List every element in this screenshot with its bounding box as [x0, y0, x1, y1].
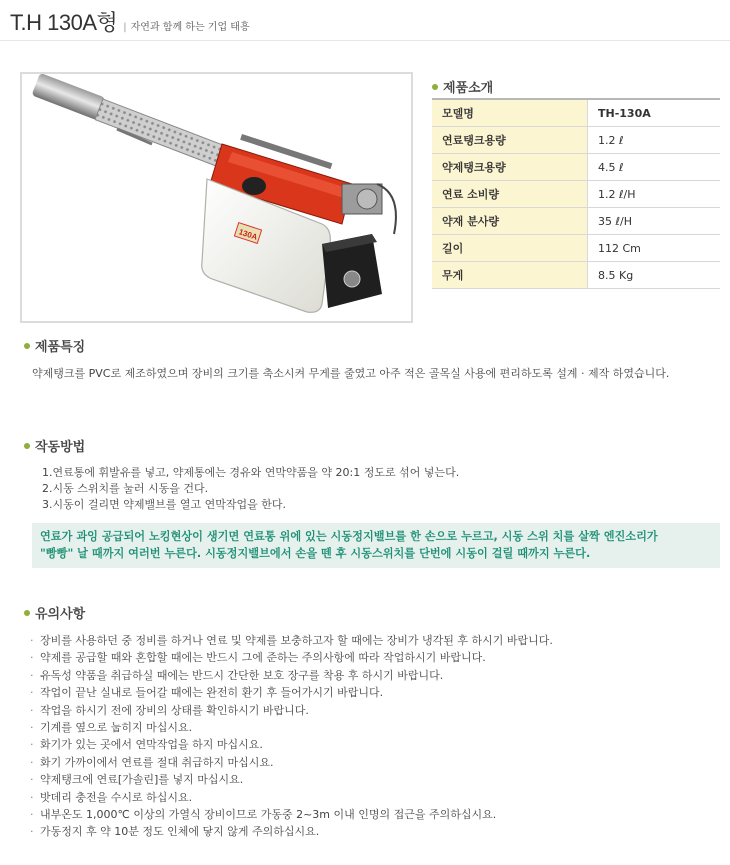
caution-text: 내부온도 1,000℃ 이상의 가열식 장비이므로 가동중 2~3m 이내 인명의 접근을 주의하십시요.	[40, 807, 497, 821]
bullet-dot: ·	[30, 634, 34, 647]
list-item	[30, 649, 553, 666]
bullet-dot: ·	[30, 703, 34, 717]
spec-value: 1.2 ℓ/H	[588, 181, 721, 208]
bullet-dot: ·	[30, 773, 34, 787]
spec-label: 약제탱크용량	[432, 154, 588, 181]
cautions-heading	[24, 603, 85, 622]
list-item	[30, 719, 553, 736]
caution-text: 장비를 사용하던 중 정비를 하거나 연료 및 약제를 보충하고자 할 때에는 장비가 냉각된 후 하시기 바랍니다.	[40, 634, 553, 647]
operation-heading-text: 작동방법	[35, 440, 86, 455]
spec-label: 약재 분사량	[432, 208, 588, 235]
product-photo	[20, 72, 413, 323]
spec-value: 35 ℓ/H	[588, 208, 721, 235]
list-item	[30, 702, 553, 719]
bullet-dot: ·	[30, 825, 34, 839]
spec-value: 1.2 ℓ	[588, 127, 721, 154]
list-item	[30, 823, 553, 840]
operation-steps	[42, 465, 459, 513]
bullet-dot: ·	[30, 720, 34, 734]
fogger-illustration	[22, 74, 411, 321]
spec-value: TH-130A	[588, 99, 721, 127]
product-intro-heading	[432, 77, 493, 96]
spec-label: 연료탱크용량	[432, 127, 588, 154]
features-heading-text: 제품특징	[35, 340, 86, 355]
separator-bar: |	[123, 22, 127, 33]
spec-label: 길이	[432, 235, 588, 262]
header-divider	[0, 40, 730, 41]
engine-assembly	[342, 184, 396, 234]
spec-value: 8.5 Kg	[588, 262, 721, 289]
spec-table	[432, 98, 720, 289]
page-title: T.H 130A형	[10, 10, 118, 35]
list-item	[30, 789, 553, 806]
bullet-dot: ·	[30, 651, 34, 665]
caution-text: 화기가 있는 곳에서 연막작업을 하지 마십시요.	[40, 738, 263, 752]
caution-text: 약제를 공급할 때와 혼합할 때에는 반드시 그에 준하는 주의사항에 따라 작업하시기 바랍니다.	[40, 651, 486, 665]
product-intro-heading-text: 제품소개	[443, 81, 494, 96]
spec-label: 무게	[432, 262, 588, 289]
operation-step: 1.연료통에 휘발유를 넣고, 약제통에는 경유와 연막약품을 약 20:1 정도로 섞어 넣는다.	[42, 466, 460, 479]
bullet-icon	[24, 343, 30, 349]
battery-box	[322, 234, 382, 308]
cautions-list	[30, 632, 553, 841]
table-row	[432, 235, 720, 262]
operation-step: 2.시동 스위치를 눌러 시동을 건다.	[42, 482, 209, 495]
list-item	[30, 667, 553, 684]
list-item	[30, 736, 553, 753]
bullet-icon	[432, 84, 438, 90]
table-row	[432, 127, 720, 154]
spec-label: 연료 소비량	[432, 181, 588, 208]
bullet-dot: ·	[30, 686, 34, 700]
page-subtitle	[123, 18, 249, 33]
bullet-dot: ·	[30, 790, 34, 804]
list-item	[30, 754, 553, 771]
caution-text: 유독성 약품을 취급하실 때에는 반드시 간단한 보호 장구를 착용 후 하시기 바랍니다.	[40, 668, 444, 682]
bullet-dot: ·	[30, 755, 34, 769]
caution-text: 밧데리 충전을 수시로 하십시요.	[40, 790, 193, 804]
list-item	[30, 632, 553, 649]
caution-text: 작업을 하시기 전에 장비의 상태를 확인하시기 바랍니다.	[40, 703, 309, 717]
spec-value: 112 Cm	[588, 235, 721, 262]
page-header	[10, 6, 250, 36]
caution-text: 약제탱크에 연료[가솔린]를 넣지 마십시요.	[40, 773, 244, 787]
operation-note-line: "빵빵" 날 때까지 여러번 누른다. 시동정지밸브에서 손을 뗀 후 시동스위치를 단번에 시동이 걸릴 때까지 누른다.	[40, 547, 591, 560]
caution-text: 작업이 끝난 실내로 들어갈 때에는 완전히 환기 후 들어가시기 바랍니다.	[40, 686, 384, 700]
list-item	[30, 806, 553, 823]
operation-heading	[24, 436, 85, 455]
caution-text: 화기 가까이에서 연료를 절대 취급하지 마십시요.	[40, 755, 274, 769]
table-row	[432, 208, 720, 235]
features-text: 약제탱크를 PVC로 제조하였으며 장비의 크기를 축소시켜 무게를 줄였고 아주 적은 골목실 사용에 편리하도록 설계 · 제작 하였습니다.	[32, 367, 670, 380]
features-heading	[24, 336, 85, 355]
bullet-icon	[24, 443, 30, 449]
bullet-icon	[24, 610, 30, 616]
spec-label: 모델명	[432, 99, 588, 127]
list-item	[30, 684, 553, 701]
operation-step: 3.시동이 걸리면 약제밸브를 열고 연막작업을 한다.	[42, 498, 286, 511]
bullet-dot: ·	[30, 807, 34, 821]
caution-text: 기계를 옆으로 눕히지 마십시요.	[40, 720, 193, 734]
caution-text: 가동정지 후 약 10분 정도 인체에 닿지 않게 주의하십시요.	[40, 825, 320, 839]
table-row	[432, 262, 720, 289]
operation-note	[32, 523, 720, 568]
list-item	[30, 771, 553, 788]
page-subtitle-text: 자연과 함께 하는 기업 태흥	[130, 22, 250, 33]
operation-note-line: 연료가 과잉 공급되어 노킹현상이 생기면 연료통 위에 있는 시동정지밸브를 한 손으로 누르고, 시동 스위 치를 살짝 엔진소리가	[40, 530, 658, 543]
table-row	[432, 154, 720, 181]
tank-badge: 130A	[237, 227, 259, 242]
bullet-dot: ·	[30, 668, 34, 682]
table-row	[432, 99, 720, 127]
bullet-dot: ·	[30, 738, 34, 752]
table-row	[432, 181, 720, 208]
spec-value: 4.5 ℓ	[588, 154, 721, 181]
cautions-heading-text: 유의사항	[35, 607, 86, 622]
